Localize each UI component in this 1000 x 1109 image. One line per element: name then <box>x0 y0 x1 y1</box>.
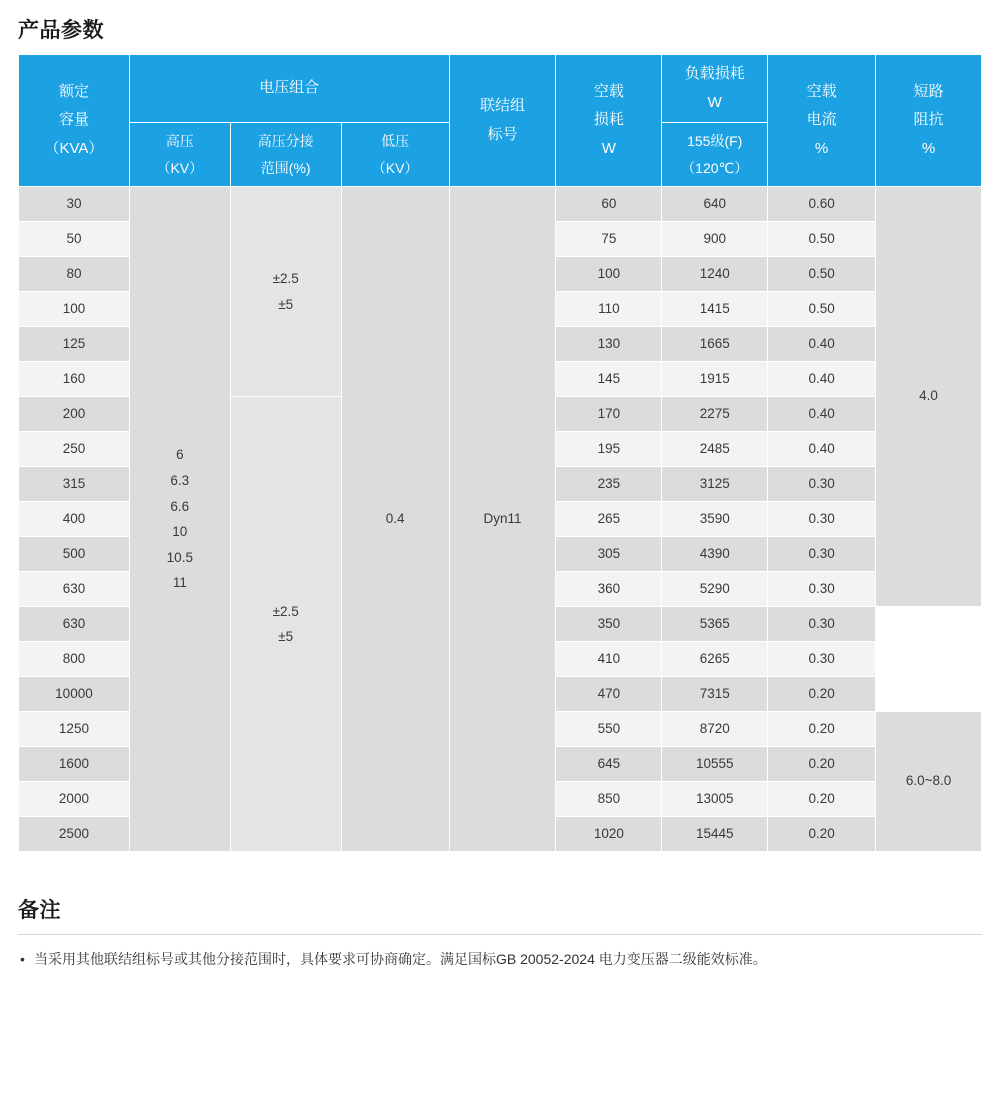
cell-no-load-current: 0.20 <box>768 712 876 747</box>
cell-load-loss: 5365 <box>662 607 768 642</box>
cell-no-load-current: 0.40 <box>768 432 876 467</box>
cell-no-load-loss: 550 <box>556 712 662 747</box>
tap-range-value: ±2.5 <box>272 271 299 287</box>
header-no-load-loss-line1: 空载 <box>593 82 624 100</box>
header-impedance-line1: 短路 <box>913 82 944 100</box>
cell-no-load-current: 0.50 <box>768 222 876 257</box>
header-no-load-current-line3: % <box>814 139 829 157</box>
cell-capacity: 10000 <box>19 677 130 712</box>
header-lv-line1: 低压 <box>381 133 410 149</box>
header-capacity <box>19 55 130 187</box>
cell-capacity: 315 <box>19 467 130 502</box>
header-no-load-loss-line2: 损耗 <box>593 111 624 129</box>
cell-no-load-current: 0.20 <box>768 677 876 712</box>
cell-no-load-current: 0.30 <box>768 607 876 642</box>
header-impedance-line3: % <box>921 139 936 157</box>
cell-load-loss: 15445 <box>662 817 768 852</box>
cell-no-load-current: 0.30 <box>768 642 876 677</box>
cell-load-loss: 10555 <box>662 747 768 782</box>
cell-capacity: 250 <box>19 432 130 467</box>
cell-load-loss: 6265 <box>662 642 768 677</box>
page-title: 产品参数 <box>18 19 104 42</box>
header-capacity-line3: （KVA） <box>44 139 104 157</box>
header-lv <box>341 123 449 187</box>
cell-no-load-loss: 75 <box>556 222 662 257</box>
cell-no-load-current: 0.50 <box>768 292 876 327</box>
cell-capacity: 630 <box>19 607 130 642</box>
cell-load-loss: 1915 <box>662 362 768 397</box>
header-tap-range-line2: 范围(%) <box>260 159 311 176</box>
header-load-loss-sub-line2: （120℃） <box>681 159 749 176</box>
cell-capacity: 80 <box>19 257 130 292</box>
cell-capacity: 500 <box>19 537 130 572</box>
list-item: • 当采用其他联结组标号或其他分接范围时，具体要求可协商确定。满足国标GB 20052-2024 电力变压器二级能效标准。 <box>18 947 982 973</box>
tap-range-value: ±2.5 <box>272 603 299 619</box>
cell-load-loss: 900 <box>662 222 768 257</box>
cell-no-load-current: 0.20 <box>768 747 876 782</box>
cell-lv-merged: 0.4 <box>341 187 449 852</box>
notes-list <box>18 947 982 973</box>
cell-load-loss: 4390 <box>662 537 768 572</box>
specification-table <box>18 54 982 852</box>
header-no-load-current-line2: 电流 <box>806 111 837 129</box>
cell-capacity: 1250 <box>19 712 130 747</box>
cell-no-load-loss: 110 <box>556 292 662 327</box>
cell-load-loss: 8720 <box>662 712 768 747</box>
cell-no-load-loss: 130 <box>556 327 662 362</box>
header-load-loss <box>662 55 768 123</box>
cell-capacity: 630 <box>19 572 130 607</box>
cell-no-load-current: 0.30 <box>768 467 876 502</box>
header-capacity-line1: 额定 <box>58 82 89 100</box>
cell-no-load-current: 0.30 <box>768 537 876 572</box>
cell-load-loss: 3125 <box>662 467 768 502</box>
notes-section <box>18 894 982 973</box>
header-hv-line1: 高压 <box>165 133 194 149</box>
cell-no-load-loss: 195 <box>556 432 662 467</box>
cell-load-loss: 3590 <box>662 502 768 537</box>
table-body <box>19 187 982 852</box>
cell-no-load-loss: 470 <box>556 677 662 712</box>
header-row-1 <box>19 55 982 123</box>
cell-no-load-loss: 100 <box>556 257 662 292</box>
cell-capacity: 400 <box>19 502 130 537</box>
header-tap-range-line1: 高压分接 <box>257 133 314 149</box>
cell-no-load-loss: 360 <box>556 572 662 607</box>
hv-value: 6 <box>176 447 184 463</box>
cell-capacity: 30 <box>19 187 130 222</box>
cell-hv-merged <box>129 187 230 852</box>
cell-connection-merged: Dyn11 <box>449 187 556 852</box>
cell-load-loss: 640 <box>662 187 768 222</box>
header-no-load-current-line1: 空载 <box>806 82 837 100</box>
hv-value: 11 <box>172 575 187 591</box>
notes-divider <box>18 934 982 935</box>
tap-range-value: ±5 <box>278 296 294 312</box>
header-load-loss-sub <box>662 123 768 187</box>
header-connection <box>449 55 556 187</box>
cell-load-loss: 1240 <box>662 257 768 292</box>
header-hv <box>129 123 230 187</box>
cell-no-load-current: 0.40 <box>768 327 876 362</box>
header-load-loss-line2: W <box>707 93 722 111</box>
page-container <box>0 14 1000 973</box>
cell-load-loss: 2275 <box>662 397 768 432</box>
cell-capacity: 2500 <box>19 817 130 852</box>
header-load-loss-sub-line1: 155级(F) <box>687 133 743 149</box>
cell-no-load-loss: 170 <box>556 397 662 432</box>
cell-load-loss: 1415 <box>662 292 768 327</box>
cell-load-loss: 7315 <box>662 677 768 712</box>
cell-load-loss: 1665 <box>662 327 768 362</box>
header-hv-line2: （KV） <box>156 159 204 176</box>
cell-no-load-current: 0.40 <box>768 397 876 432</box>
cell-capacity: 800 <box>19 642 130 677</box>
cell-no-load-loss: 265 <box>556 502 662 537</box>
header-no-load-loss <box>556 55 662 187</box>
header-load-loss-line1: 负载损耗 <box>684 65 745 82</box>
header-impedance <box>876 55 982 187</box>
hv-value: 6.3 <box>170 472 190 488</box>
cell-tap-range-bottom <box>230 397 341 852</box>
header-connection-line1: 联结组 <box>479 97 525 115</box>
cell-load-loss: 13005 <box>662 782 768 817</box>
cell-impedance-top: 4.0 <box>876 187 982 607</box>
cell-capacity: 200 <box>19 397 130 432</box>
cell-no-load-loss: 235 <box>556 467 662 502</box>
header-lv-line2: （KV） <box>371 159 419 176</box>
hv-value: 10 <box>172 524 188 540</box>
cell-no-load-current: 0.30 <box>768 572 876 607</box>
hv-value: 10.5 <box>166 549 193 565</box>
cell-no-load-current: 0.20 <box>768 817 876 852</box>
cell-capacity: 125 <box>19 327 130 362</box>
cell-no-load-loss: 60 <box>556 187 662 222</box>
notes-title: 备注 <box>18 899 61 923</box>
header-voltage-group: 电压组合 <box>129 55 449 123</box>
header-no-load-loss-line3: W <box>601 139 616 157</box>
hv-value: 6.6 <box>170 498 190 514</box>
cell-capacity: 100 <box>19 292 130 327</box>
cell-no-load-loss: 1020 <box>556 817 662 852</box>
header-capacity-line2: 容量 <box>58 111 89 129</box>
cell-no-load-loss: 645 <box>556 747 662 782</box>
header-connection-line2: 标号 <box>487 125 518 143</box>
cell-impedance-spacer <box>876 607 982 712</box>
cell-capacity: 50 <box>19 222 130 257</box>
table-header <box>19 55 982 187</box>
cell-no-load-current: 0.20 <box>768 782 876 817</box>
header-impedance-line2: 阻抗 <box>913 111 944 129</box>
cell-no-load-loss: 305 <box>556 537 662 572</box>
table-row <box>19 187 982 222</box>
cell-capacity: 160 <box>19 362 130 397</box>
cell-no-load-current: 0.60 <box>768 187 876 222</box>
cell-no-load-loss: 410 <box>556 642 662 677</box>
cell-capacity: 1600 <box>19 747 130 782</box>
cell-no-load-loss: 145 <box>556 362 662 397</box>
cell-no-load-loss: 350 <box>556 607 662 642</box>
cell-no-load-current: 0.30 <box>768 502 876 537</box>
header-tap-range <box>230 123 341 187</box>
cell-no-load-current: 0.40 <box>768 362 876 397</box>
cell-tap-range-top <box>230 187 341 397</box>
cell-load-loss: 5290 <box>662 572 768 607</box>
cell-load-loss: 2485 <box>662 432 768 467</box>
tap-range-value: ±5 <box>278 629 294 645</box>
cell-no-load-current: 0.50 <box>768 257 876 292</box>
cell-impedance-bottom: 6.0~8.0 <box>876 712 982 852</box>
cell-no-load-loss: 850 <box>556 782 662 817</box>
cell-capacity: 2000 <box>19 782 130 817</box>
header-no-load-current <box>768 55 876 187</box>
